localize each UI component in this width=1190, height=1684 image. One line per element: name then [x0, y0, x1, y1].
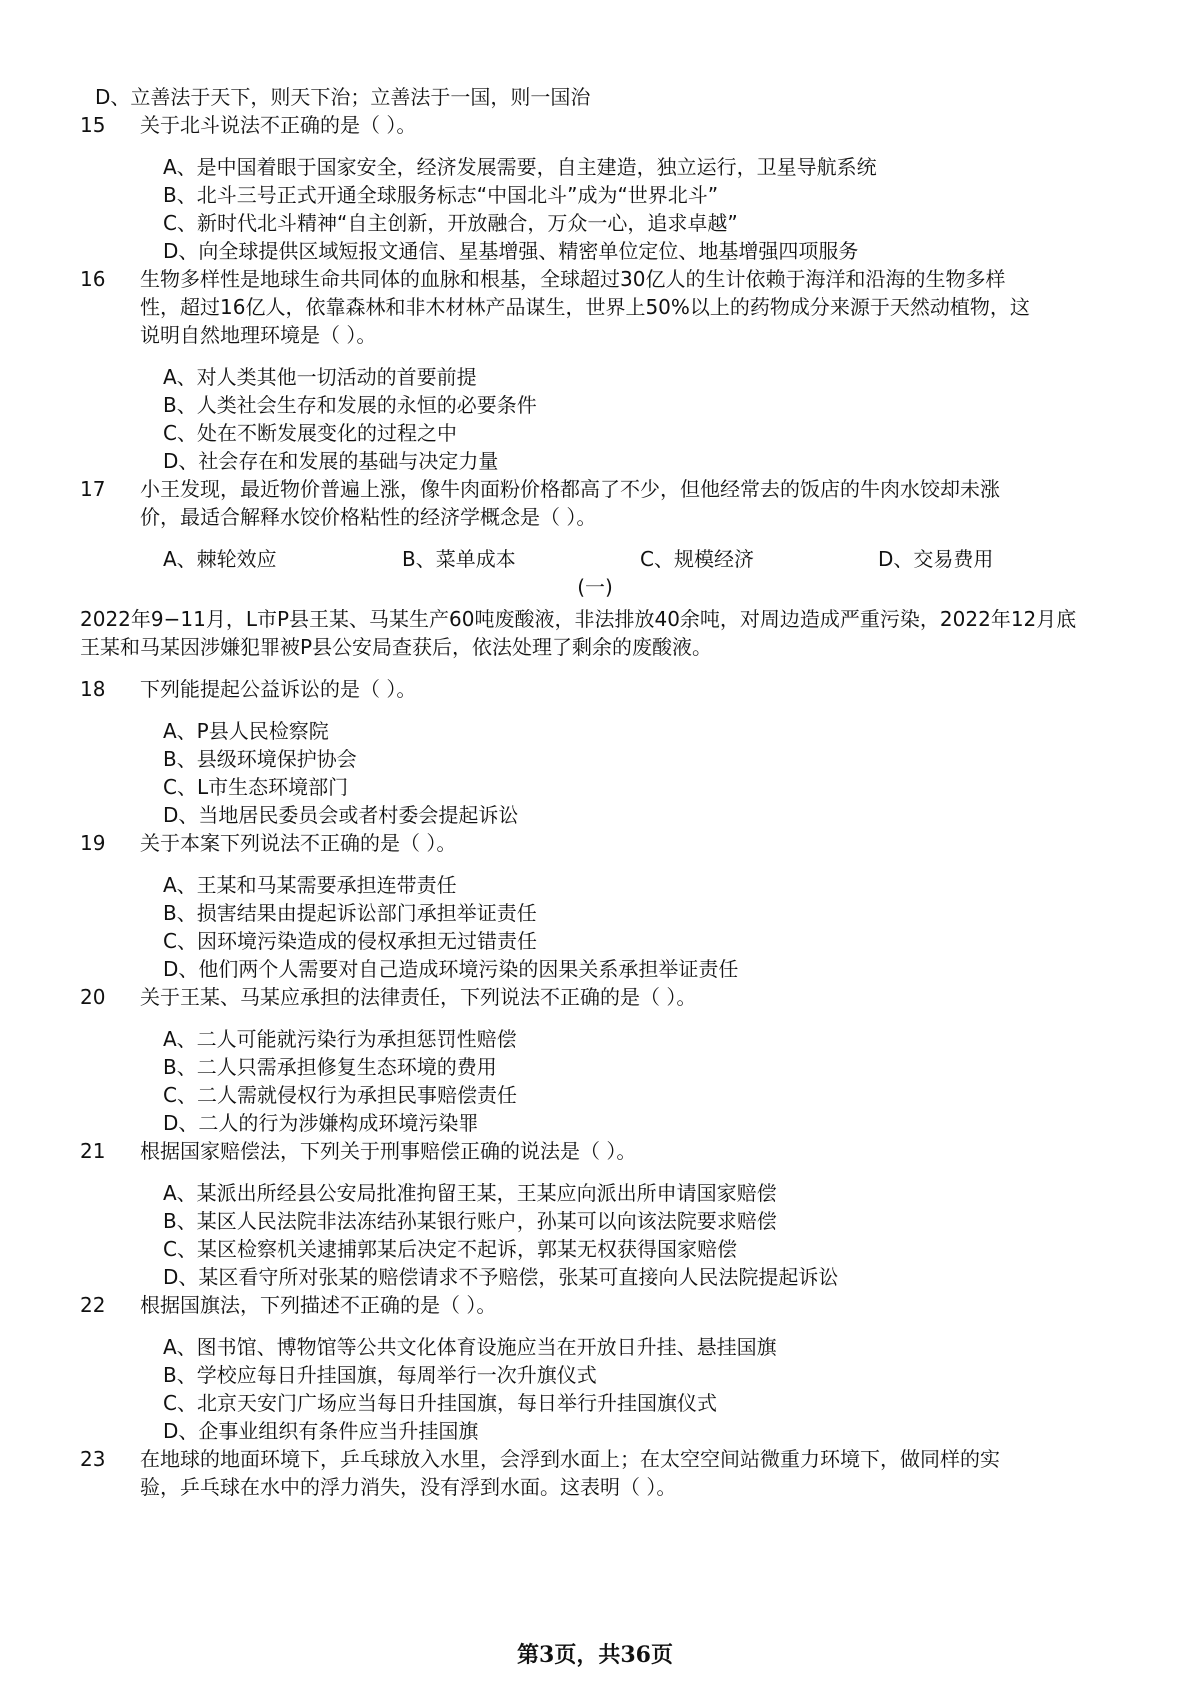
- q19-option-b: B、损害结果由提起诉讼部门承担举证责任: [163, 901, 537, 925]
- q16-option-b: B、人类社会生存和发展的永恒的必要条件: [163, 393, 537, 417]
- q16-option-d: D、社会存在和发展的基础与决定力量: [163, 449, 499, 473]
- q21-option-c: C、某区检察机关逮捕郭某后决定不起诉，郭某无权获得国家赔偿: [163, 1237, 737, 1261]
- q21-option-a: A、某派出所经县公安局批准拘留王某，王某应向派出所申请国家赔偿: [163, 1181, 777, 1205]
- q17-option-c: C、规模经济: [640, 547, 754, 571]
- q17-stem-line-2: 价，最适合解释水饺价格粘性的经济学概念是（ ）。: [140, 505, 597, 529]
- q23-stem-line-1: 在地球的地面环境下，乒乓球放入水里，会浮到水面上；在太空空间站微重力环境下，做同样的实: [140, 1447, 1000, 1471]
- q15-option-c: C、新时代北斗精神“自主创新，开放融合，万众一心，追求卓越”: [163, 211, 738, 235]
- q16-option-c: C、处在不断发展变化的过程之中: [163, 421, 457, 445]
- q20-option-b: B、二人只需承担修复生态环境的费用: [163, 1055, 497, 1079]
- q22-option-c: C、北京天安门广场应当每日升挂国旗，每日举行升挂国旗仪式: [163, 1391, 717, 1415]
- q17-option-a: A、棘轮效应: [163, 547, 277, 571]
- q21-stem: 根据国家赔偿法，下列关于刑事赔偿正确的说法是（ ）。: [140, 1139, 637, 1163]
- passage-line-1: 2022年9−11月，L市P县王某、马某生产60吨废酸液，非法排放40余吨，对周边造成严重污染，2022年12月底: [80, 607, 1077, 631]
- q17-option-b: B、菜单成本: [402, 547, 516, 571]
- q20-number: 20: [80, 985, 106, 1009]
- q20-stem: 关于王某、马某应承担的法律责任，下列说法不正确的是（ ）。: [140, 985, 697, 1009]
- passage-line-2: 王某和马某因涉嫌犯罪被P县公安局查获后，依法处理了剩余的废酸液。: [80, 635, 713, 659]
- q16-option-a: A、对人类其他一切活动的首要前提: [163, 365, 477, 389]
- q18-option-b: B、县级环境保护协会: [163, 747, 357, 771]
- q19-option-d: D、他们两个人需要对自己造成环境污染的因果关系承担举证责任: [163, 957, 739, 981]
- q21-option-d: D、某区看守所对张某的赔偿请求不予赔偿，张某可直接向人民法院提起诉讼: [163, 1265, 839, 1289]
- q22-number: 22: [80, 1293, 106, 1317]
- q15-option-a: A、是中国着眼于国家安全，经济发展需要，自主建造，独立运行，卫星导航系统: [163, 155, 877, 179]
- q21-number: 21: [80, 1139, 106, 1163]
- q16-stem-line-3: 说明自然地理环境是（ ）。: [140, 323, 377, 347]
- q22-option-b: B、学校应每日升挂国旗，每周举行一次升旗仪式: [163, 1363, 597, 1387]
- q16-stem-line-2: 性，超过16亿人，依靠森林和非木材林产品谋生，世界上50%以上的药物成分来源于天然动植物，这: [140, 295, 1030, 319]
- q18-option-a: A、P县人民检察院: [163, 719, 329, 743]
- page-footer: 第3页，共36页: [517, 1642, 673, 1668]
- q23-stem-line-2: 验，乒乓球在水中的浮力消失，没有浮到水面。这表明（ ）。: [140, 1475, 677, 1499]
- q18-number: 18: [80, 677, 106, 701]
- q22-stem: 根据国旗法，下列描述不正确的是（ ）。: [140, 1293, 497, 1317]
- q18-option-c: C、L市生态环境部门: [163, 775, 349, 799]
- q18-option-d: D、当地居民委员会或者村委会提起诉讼: [163, 803, 519, 827]
- q15-number: 15: [80, 113, 106, 137]
- q15-option-d: D、向全球提供区域短报文通信、星基增强、精密单位定位、地基增强四项服务: [163, 239, 859, 263]
- q21-option-b: B、某区人民法院非法冻结孙某银行账户，孙某可以向该法院要求赔偿: [163, 1209, 777, 1233]
- q14-option-d: D、立善法于天下，则天下治；立善法于一国，则一国治: [95, 85, 591, 109]
- q20-option-a: A、二人可能就污染行为承担惩罚性赔偿: [163, 1027, 517, 1051]
- q18-stem: 下列能提起公益诉讼的是（ ）。: [140, 677, 417, 701]
- q20-option-d: D、二人的行为涉嫌构成环境污染罪: [163, 1111, 479, 1135]
- q22-option-a: A、图书馆、博物馆等公共文化体育设施应当在开放日升挂、悬挂国旗: [163, 1335, 777, 1359]
- q19-number: 19: [80, 831, 106, 855]
- q19-stem: 关于本案下列说法不正确的是（ ）。: [140, 831, 457, 855]
- section-title: (一): [577, 575, 613, 599]
- q22-option-d: D、企事业组织有条件应当升挂国旗: [163, 1419, 479, 1443]
- q16-number: 16: [80, 267, 106, 291]
- q15-stem: 关于北斗说法不正确的是（ ）。: [140, 113, 417, 137]
- q15-option-b: B、北斗三号正式开通全球服务标志“中国北斗”成为“世界北斗”: [163, 183, 719, 207]
- q20-option-c: C、二人需就侵权行为承担民事赔偿责任: [163, 1083, 517, 1107]
- q23-number: 23: [80, 1447, 106, 1471]
- q17-option-d: D、交易费用: [878, 547, 994, 571]
- q17-number: 17: [80, 477, 106, 501]
- q16-stem-line-1: 生物多样性是地球生命共同体的血脉和根基，全球超过30亿人的生计依赖于海洋和沿海的生物多样: [140, 267, 1006, 291]
- q19-option-c: C、因环境污染造成的侵权承担无过错责任: [163, 929, 537, 953]
- q17-stem-line-1: 小王发现，最近物价普遍上涨，像牛肉面粉价格都高了不少，但他经常去的饭店的牛肉水饺却未涨: [140, 477, 1000, 501]
- q19-option-a: A、王某和马某需要承担连带责任: [163, 873, 457, 897]
